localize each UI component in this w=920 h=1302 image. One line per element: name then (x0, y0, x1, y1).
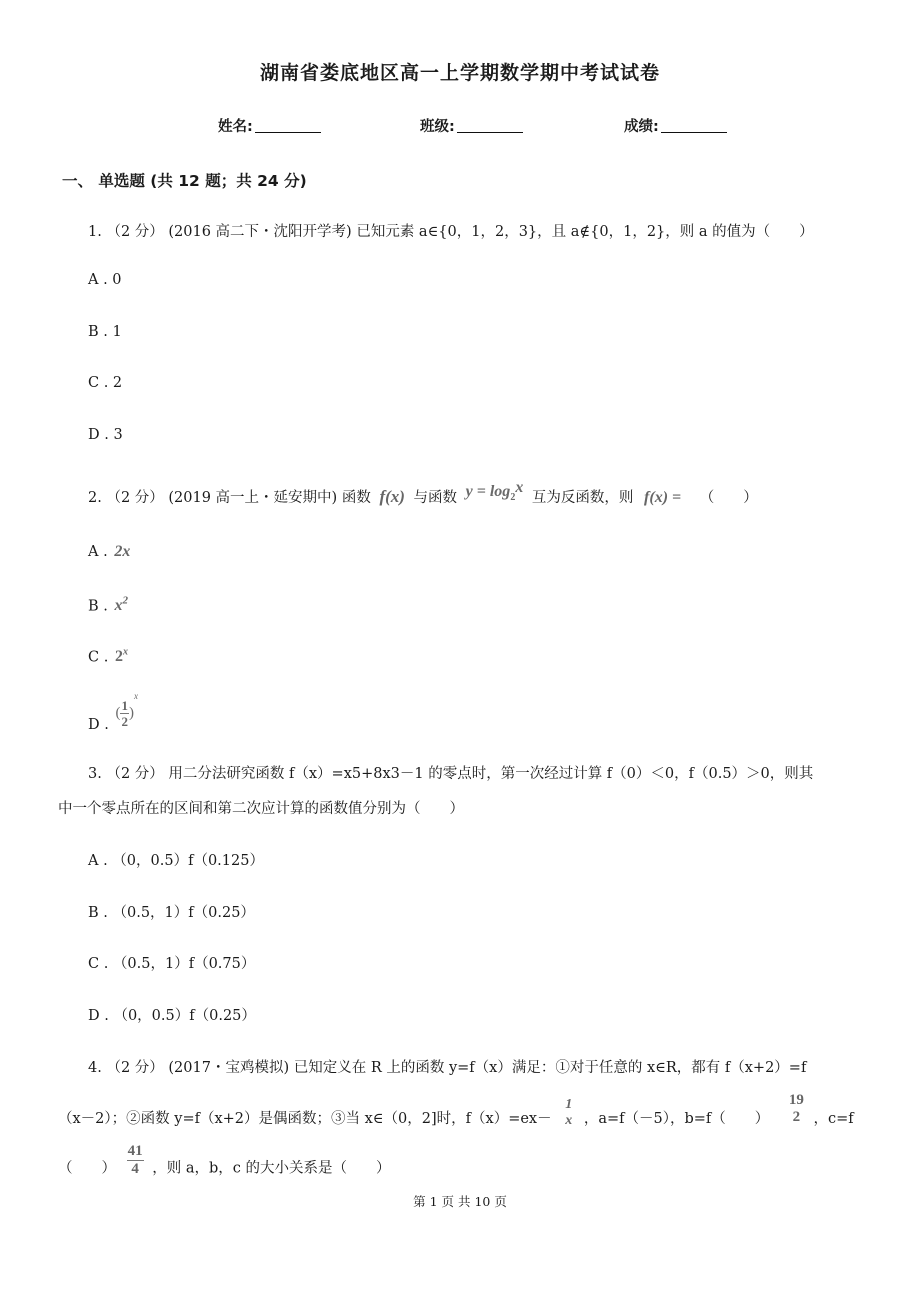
option-label: A . (88, 544, 108, 560)
question-2-text (88, 479, 758, 509)
score-blank (661, 117, 727, 133)
question-3-line-1: 3. （2 分） 用二分法研究函数 f（x）=x5+8x3－1 的零点时，第一次经过计算 f（0）＜0，f（0.5）＞0，则其 (88, 766, 814, 782)
question-2-math-fx: f(x) (379, 487, 405, 506)
question-2-math-log-base: y = log (465, 483, 511, 500)
page-footer: 第 1 页 共 10 页 (413, 1194, 507, 1209)
question-4-line-2b: ，a=f（－5），b=f（ ） (583, 1111, 770, 1127)
fraction-denominator: 4 (131, 1161, 139, 1177)
question-2-math-log-sub: 2 (510, 492, 516, 504)
question-4-line-2 (58, 1092, 854, 1135)
page-title: 湖南省娄底地区高一上学期数学期中考试试卷 (259, 62, 660, 84)
option-d-sup: x (133, 690, 138, 701)
question-1-option-c: C . 2 (88, 375, 123, 391)
option-b-math (114, 597, 128, 614)
option-b-sup: 2 (122, 595, 128, 607)
question-2-prefix: 2. （2 分） (2019 高一上・延安期中) 函数 (88, 490, 371, 506)
question-1-option-b: B . 1 (88, 324, 122, 340)
fraction-numerator: 19 (788, 1092, 804, 1108)
fraction-numerator: 1 (121, 698, 128, 713)
option-b-base: x (114, 597, 123, 615)
option-label: B . (88, 598, 108, 615)
question-3-option-c: C . （0.5，1）f（0.75） (88, 956, 256, 972)
fraction-denominator: 2 (121, 714, 128, 729)
option-d-math: ( $\frac{1}{2}$ )$^x$ (115, 690, 138, 729)
question-2-end: （ ） (699, 490, 758, 506)
name-blank (255, 117, 321, 133)
question-4-line-3 (58, 1143, 391, 1185)
name-field (218, 115, 321, 136)
question-4-fraction-2 (788, 1093, 805, 1125)
section-heading: 一、 单选题 (共 12 题；共 24 分) (62, 172, 307, 190)
question-4-line-3b: ，则 a，b，c 的大小关系是（ ） (152, 1160, 391, 1177)
option-c-math (115, 648, 128, 665)
question-2-option-d (88, 690, 138, 733)
fraction-numerator: 1 (565, 1097, 573, 1112)
option-label: C . (88, 649, 109, 666)
question-2-option-a (88, 543, 130, 561)
question-2-math-log-var: x (515, 479, 524, 496)
question-2-math-fx-eq: f(x) = (644, 489, 682, 506)
question-4-line-2c: ，c=f (813, 1111, 854, 1127)
question-2-mid: 与函数 (413, 490, 458, 506)
question-1-option-a: A . 0 (88, 272, 122, 288)
question-4-line-2a: （x－2）；②函数 y=f（x+2）是偶函数；③当 x∈（0，2]时，f（x）=ex－ (58, 1111, 552, 1127)
question-2-suffix: 互为反函数，则 (531, 490, 634, 506)
question-3-option-a: A . （0，0.5）f（0.125） (88, 853, 264, 869)
question-1-text: 1. （2 分） (2016 高二下・沈阳开学考) 已知元素 a∈{0，1，2，3}，且 a∉{0，1，2}，则 a 的值为（ ） (88, 224, 814, 240)
question-2-math-log (465, 479, 524, 504)
class-label: 班级: (420, 119, 455, 135)
name-label: 姓名: (218, 119, 253, 135)
option-a-math: 2x (114, 543, 131, 560)
question-2-option-b (88, 595, 128, 615)
option-c-base: 2 (114, 648, 123, 666)
fraction-numerator: 41 (127, 1143, 143, 1159)
question-3-line-2: 中一个零点所在的区间和第二次应计算的函数值分别为（ ） (58, 801, 464, 817)
question-3-option-b: B . （0.5，1）f（0.25） (88, 905, 255, 921)
option-label: D . (88, 716, 109, 733)
question-4-fraction-3 (127, 1144, 144, 1177)
question-1-option-d: D . 3 (88, 427, 123, 443)
score-label: 成绩: (624, 119, 659, 135)
question-3-option-d: D . （0，0.5）f（0.25） (88, 1008, 256, 1024)
class-field (420, 115, 523, 136)
fraction-denominator: x (565, 1113, 573, 1128)
question-4-fraction-1 (564, 1098, 573, 1128)
question-4-line-3a: （ ） (58, 1160, 116, 1177)
score-field (624, 115, 727, 136)
question-4-line-1: 4. （2 分） (2017・宝鸡模拟) 已知定义在 R 上的函数 y=f（x）满足：①对于任意的 x∈R，都有 f（x+2）=f (88, 1060, 807, 1076)
question-2-option-c (88, 647, 128, 666)
fraction-denominator: 2 (792, 1109, 801, 1125)
option-c-sup: x (122, 647, 128, 658)
option-d-fraction (120, 699, 129, 728)
class-blank (457, 117, 523, 133)
